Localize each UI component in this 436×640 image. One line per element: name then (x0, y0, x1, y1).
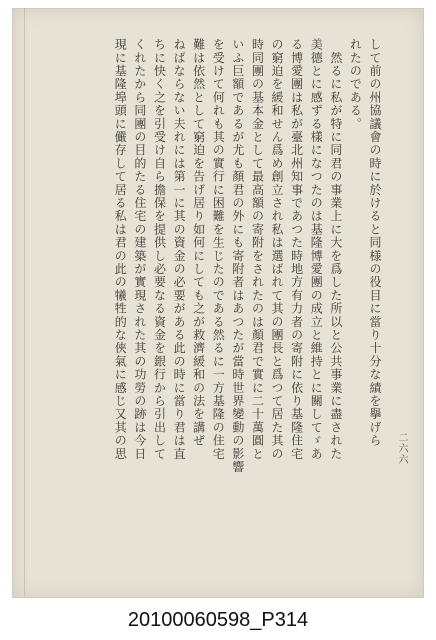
page-number: 二六六 (396, 432, 407, 465)
text-column: いふ巨額であるが尤も顏君の外にも寄附者はあつたが當時世界變動の影響 (230, 38, 245, 474)
text-column: の窮迫を緩和せん爲め創立され私は選ばれて其の團長と爲つて居た其の (270, 38, 285, 461)
text-column: して前の州協議會の時に於けると同様の役目に當り十分な績を擧げら (368, 38, 382, 448)
vertical-text-block (44, 38, 384, 588)
text-column: 現に基隆埠頭に儼存して居る私は君の此の犧牲的な俠氣に感じ又其の思 (113, 38, 128, 461)
page-fold-line (24, 8, 25, 596)
text-column: ちに快く之を引受け自ら擔保を提供し必要なる資金を銀行から引出して (152, 38, 167, 461)
text-column: 美德とに感ずる樣になつたのは基隆博愛團の成立と維持とに關してゞあ (309, 38, 324, 461)
image-caption: 20100060598_P314 (127, 609, 309, 631)
text-column: 難は依然として窮迫を告げ居り如何にしても之が救濟緩和の法を講ぜ (191, 38, 206, 448)
text-column: れたのである。 (348, 38, 363, 131)
text-column: 然るに私が特に同君の事業上に大を爲した所以と公共事業に盡された (328, 38, 343, 461)
text-column: くれたから同團の目的たる住宅の建築が實現された其の功勞の跡は今日 (132, 38, 147, 461)
text-column: 時同團の基本金として最高額の寄附をされたのは顏君で實に二十萬圓と (250, 38, 265, 461)
text-column: を受けて何れも其の實行に困難を生じたのである然るに一方基隆の住宅 (211, 38, 226, 461)
text-column: ねばならない夫れには第一に其の資金の必要がある此の時に當り君は直 (172, 38, 187, 461)
text-column: る博愛團は私が臺北州知事であつた時地方有力者の寄附に依り基隆住宅 (289, 38, 304, 461)
